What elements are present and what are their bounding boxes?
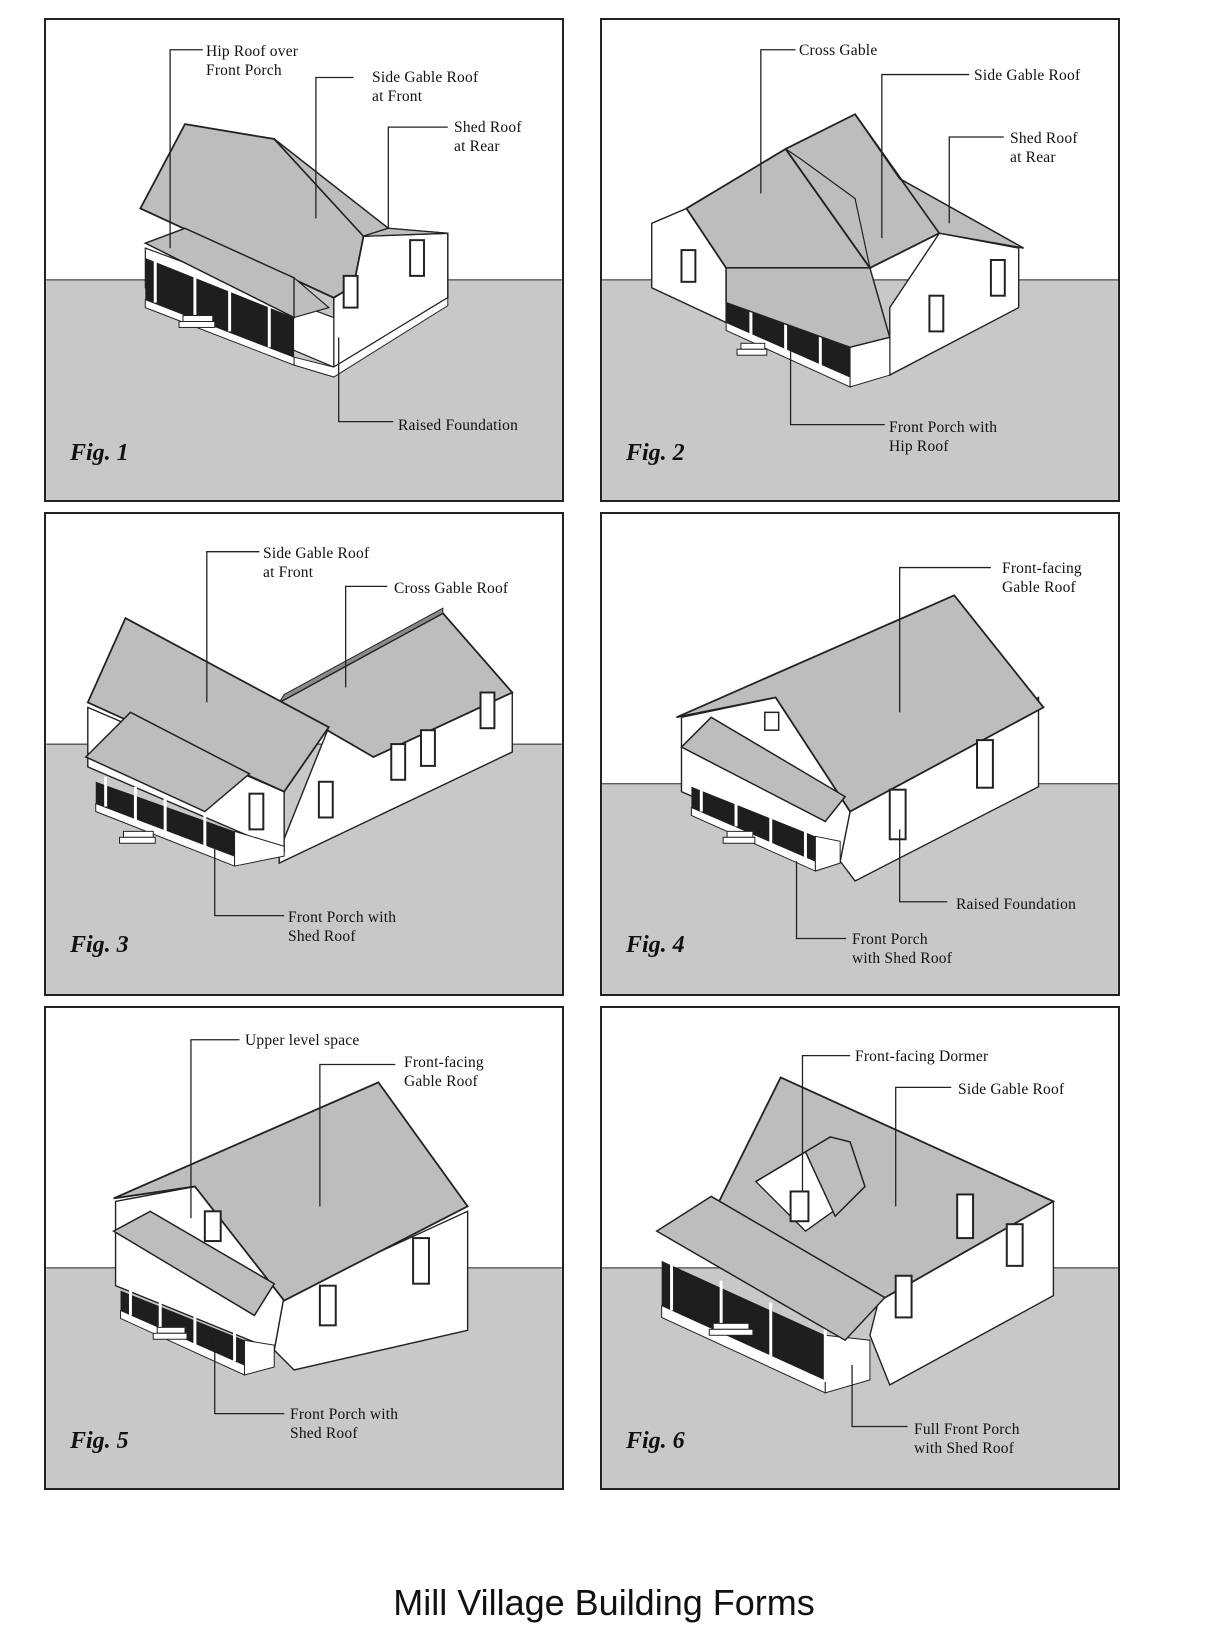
figure-1-panel (44, 18, 564, 502)
fig4-caption: Fig. 4 (626, 932, 685, 958)
fig1-caption: Fig. 1 (70, 440, 129, 466)
figure-3-panel (44, 512, 564, 996)
fig3-label-cross-gable-roof: Cross Gable Roof (394, 580, 509, 597)
fig4-label-raised-foundation: Raised Foundation (956, 896, 1077, 913)
fig3-caption: Fig. 3 (70, 932, 129, 958)
fig2-label-shed-roof-rear: Shed Roof at Rear (1010, 130, 1078, 166)
fig6-caption: Fig. 6 (626, 1428, 685, 1454)
figure-2-house-drawing (602, 20, 1118, 500)
fig1-label-shed-roof-rear: Shed Roof at Rear (454, 119, 522, 155)
fig5-caption: Fig. 5 (70, 1428, 129, 1454)
fig5-label-front-porch-shed: Front Porch with Shed Roof (290, 1406, 399, 1442)
figure-4-panel (600, 512, 1120, 996)
figure-5-panel (44, 1006, 564, 1490)
page-title: Mill Village Building Forms (393, 1582, 815, 1623)
fig2-label-front-porch-hip: Front Porch with Hip Roof (889, 419, 998, 455)
fig1-label-hip-roof-porch: Hip Roof over Front Porch (206, 43, 299, 79)
fig6-label-side-gable-roof: Side Gable Roof (958, 1081, 1065, 1098)
fig2-label-side-gable-roof: Side Gable Roof (974, 67, 1081, 84)
fig6-label-full-front-porch: Full Front Porch with Shed Roof (914, 1421, 1020, 1457)
fig1-label-side-gable-roof: Side Gable Roof at Front (372, 69, 479, 105)
fig1-label-raised-foundation: Raised Foundation (398, 417, 519, 434)
fig5-label-upper-level-space: Upper level space (245, 1032, 360, 1049)
fig2-label-cross-gable: Cross Gable (799, 42, 878, 59)
figure-2-panel (600, 18, 1120, 502)
fig4-label-front-porch-shed: Front Porch with Shed Roof (852, 931, 953, 967)
fig3-label-front-porch-shed: Front Porch with Shed Roof (288, 909, 397, 945)
fig6-label-front-facing-dormer: Front-facing Dormer (855, 1048, 989, 1065)
fig4-label-front-facing-gable: Front-facing Gable Roof (1002, 560, 1082, 596)
figure-6-panel (600, 1006, 1120, 1490)
fig3-label-side-gable-roof: Side Gable Roof at Front (263, 545, 370, 581)
fig2-caption: Fig. 2 (626, 440, 685, 466)
fig5-label-front-facing-gable: Front-facing Gable Roof (404, 1054, 484, 1090)
